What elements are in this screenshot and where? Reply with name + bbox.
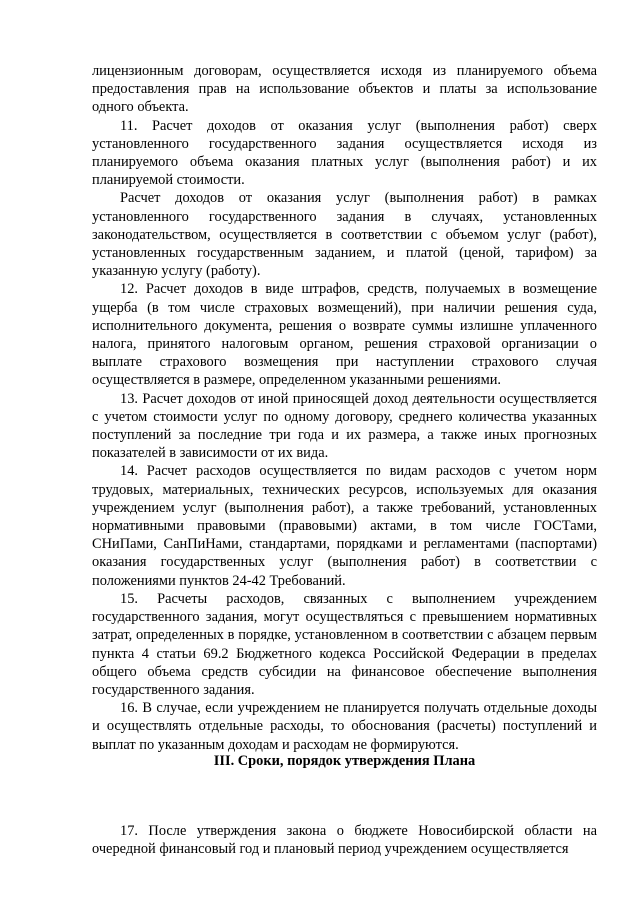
paragraph-continuation: лицензионным договорам, осуществляется исходя из планируемого объема предоставления прав на использование объектов и платы за использование одного объекта. xyxy=(92,63,597,116)
paragraph-11-second: Расчет доходов от оказания услуг (выполнения работ) в рамках установленного государственного задания в случаях, установленных законодательством, осуществляется в соответствии с объемом услуг (работ), установленных государственным заданием, и платой (ценой, тарифом) за указанную услугу (работу). xyxy=(92,190,597,280)
paragraph-15: 15. Расчеты расходов, связанных с выполнением учреждением государственного задания, могут осуществляться с превышением нормативных затрат, определенных в порядке, установленном в соответствии с абзацем первым пункта 4 статьи 69.2 Бюджетного кодекса Российской Федерации в пределах общего объема средств субсидии на финансовое обеспечение выполнения государственного задания. xyxy=(92,590,597,698)
paragraph-13: 13. Расчет доходов от иной приносящей доход деятельности осуществляется с учетом стоимости услуг по одному договору, среднего количества указанных поступлений за последние три года и их размера, а также иных прогнозных показателей в зависимости от их вида. xyxy=(92,390,597,462)
paragraph-11: 11. Расчет доходов от оказания услуг (выполнения работ) сверх установленного государственного задания осуществляется исходя из планируемого объема оказания платных услуг (выполнения работ) и их планируемой стоимости. xyxy=(92,117,597,189)
paragraph-14: 14. Расчет расходов осуществляется по видам расходов с учетом норм трудовых, материальных, технических ресурсов, используемых для оказания учреждением услуг (выполнения работ), а также требований, установленных нормативными правовыми (правовыми) актами, в том числе ГОСТами, СНиПами, СанПиНами, стандартами, порядками и регламентами (паспортами) оказания государственных услуг (выполнения работ) в соответствии с положениями пунктов 24-42 Требований. xyxy=(92,463,597,589)
paragraph-16: 16. В случае, если учреждением не планируется получать отдельные доходы и осуществлять отдельные расходы, то обоснования (расчеты) поступлений и выплат по указанным доходам и расходам не формируются. xyxy=(92,700,597,753)
paragraph-17: 17. После утверждения закона о бюджете Новосибирской области на очередной финансовый год и плановый период учреждением осуществляется xyxy=(92,823,597,858)
section-body-text xyxy=(92,822,597,858)
body-text xyxy=(92,62,597,754)
section-heading: III. Сроки, порядок утверждения Плана xyxy=(213,753,476,769)
paragraph-12: 12. Расчет доходов в виде штрафов, средств, получаемых в возмещение ущерба (в том числе страховых возмещений), при наличии решения суда, исполнительного документа, решения о возврате суммы излишне уплаченного налога, принятого налоговым органом, решения страховой организации о выплате страхового возмещения при наступлении страхового случая осуществляется в размере, определенном указанными решениями. xyxy=(92,281,597,389)
